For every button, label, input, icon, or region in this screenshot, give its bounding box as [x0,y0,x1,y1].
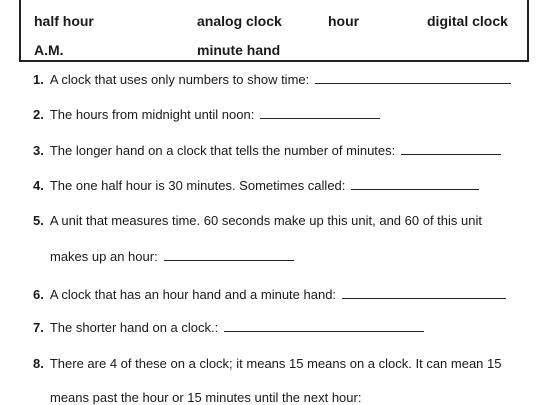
question-5 [33,213,482,228]
question-number: 3. [33,143,44,158]
question-number: 6. [33,287,44,302]
question-text: The shorter hand on a clock.: [49,320,219,335]
word-bank [19,0,529,62]
question-7 [33,320,424,335]
question-number: 5. [33,213,44,228]
question-text: The hours from midnight until noon: [49,107,255,122]
question-text: means past the hour or 15 minutes until the next hour: [50,390,362,405]
question-text: The longer hand on a clock that tells the number of minutes: [49,143,396,158]
answer-blank[interactable] [401,153,501,155]
question-8 [33,356,501,371]
word-bank-item: analog clock [197,13,282,29]
question-3 [33,143,501,158]
question-6 [33,287,506,302]
answer-blank[interactable] [351,188,479,190]
question-text: The one half hour is 30 minutes. Sometimes called: [49,178,346,193]
question-number: 2. [33,107,44,122]
question-text: makes up an hour: [50,249,158,264]
question-8-continuation [50,390,361,405]
answer-blank[interactable] [260,117,380,119]
word-bank-item: A.M. [34,42,64,58]
word-bank-item: minute hand [197,42,281,58]
question-number: 7. [33,320,44,335]
question-text: A clock that has an hour hand and a minute hand: [49,287,337,302]
question-2 [33,107,380,122]
question-text: A unit that measures time. 60 seconds make up this unit, and 60 of this unit [49,213,482,228]
question-text: There are 4 of these on a clock; it means 15 means on a clock. It can mean 15 [49,356,502,371]
question-number: 4. [33,178,44,193]
question-1 [33,72,511,87]
word-bank-item: digital clock [427,13,508,29]
word-bank-item: half hour [34,13,94,29]
answer-blank[interactable] [342,297,506,299]
question-number: 1. [33,72,44,87]
word-bank-item: hour [328,13,360,29]
question-text: A clock that uses only numbers to show time: [49,72,310,87]
answer-blank[interactable] [164,259,294,261]
question-number: 8. [33,356,44,371]
question-4 [33,178,479,193]
answer-blank[interactable] [224,330,424,332]
answer-blank[interactable] [315,82,511,84]
question-5-continuation [50,249,294,264]
